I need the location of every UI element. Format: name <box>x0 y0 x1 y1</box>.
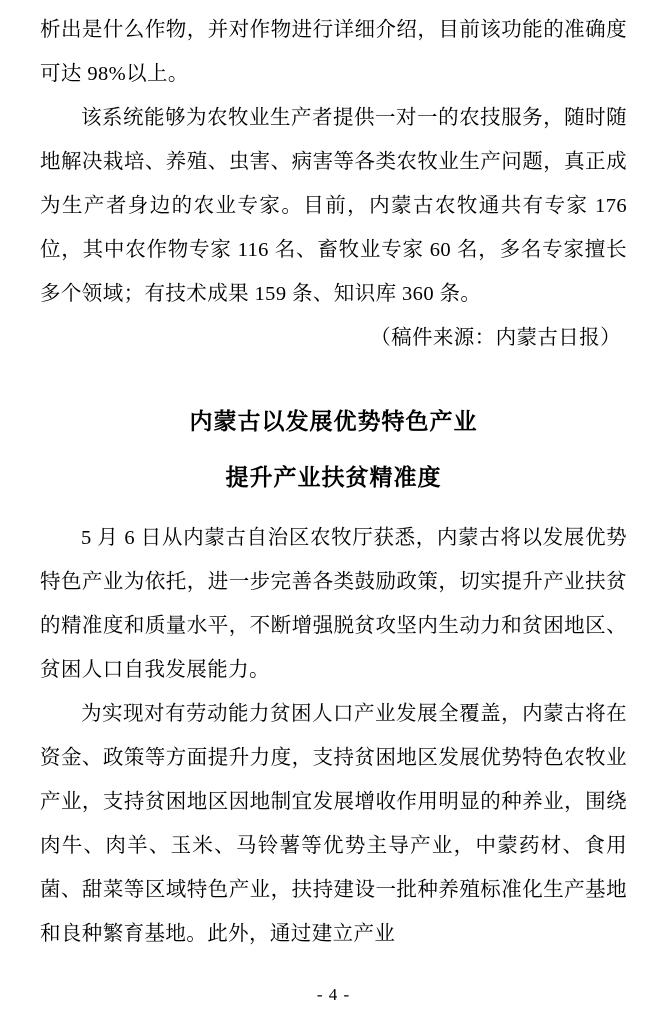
paragraph-continued: 析出是什么作物，并对作物进行详细介绍，目前该功能的准确度可达 98%以上。 <box>40 19 627 85</box>
article-title <box>40 394 627 506</box>
page-number: - 4 - <box>316 985 351 1004</box>
article-paragraph-2: 为实现对有劳动能力贫困人口产业发展全覆盖，内蒙古将在资金、政策等方面提升力度，支持贫困地区发展优势特色农牧业产业，支持贫困地区因地制宜发展增收作用明显的种养业，围绕肉牛、肉羊、玉米、马铃薯等优势主导产业，中蒙药材、食用菌、甜菜等区域特色产业，扶持建设一批种养殖标准化生产基地和良种繁育基地。此外，通过建立产业 <box>40 703 627 945</box>
source-note: （稿件来源：内蒙古日报） <box>370 327 621 349</box>
paragraph-system-service: 该系统能够为农牧业生产者提供一对一的农技服务，随时随地解决栽培、养殖、虫害、病害等各类农牧业生产问题，真正成为生产者身边的农业专家。目前，内蒙古农牧通共有专家 176 位，其中农作物专家 116 名、畜牧业专家 60 名，多名专家擅长多个领域；有技术成果 159 条、知识库 360 条。 <box>40 107 627 305</box>
article-title-line-2: 提升产业扶贫精准度 <box>225 464 442 491</box>
article-title-line-1: 内蒙古以发展优势特色产业 <box>189 408 478 435</box>
article-paragraph-1: 5 月 6 日从内蒙古自治区农牧厅获悉，内蒙古将以发展优势特色产业为依托，进一步完善各类鼓励政策，切实提升产业扶贫的精准度和质量水平，不断增强脱贫攻坚内生动力和贫困地区、贫困人口自我发展能力。 <box>40 527 627 681</box>
